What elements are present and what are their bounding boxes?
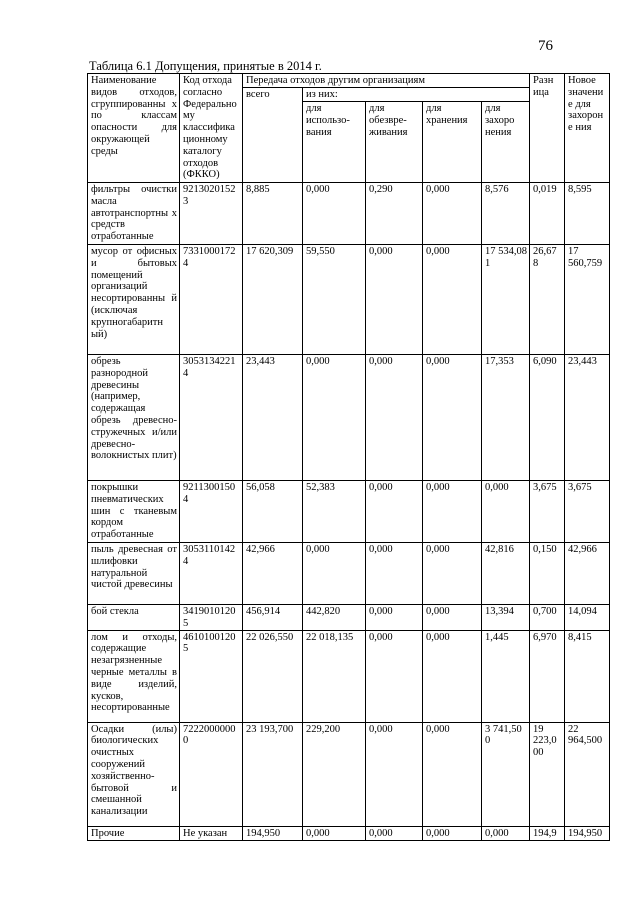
assumptions-table <box>87 73 610 841</box>
header-storage: для хранения <box>423 102 482 183</box>
cell-burial: 0,000 <box>482 826 530 840</box>
cell-code: 3053110142 4 <box>180 543 243 605</box>
cell-total: 194,950 <box>243 826 303 840</box>
cell-neutralize: 0,000 <box>366 481 423 543</box>
cell-use: 52,383 <box>303 481 366 543</box>
cell-use: 0,000 <box>303 355 366 481</box>
header-name: Наименование видов отходов, сгруппированны х по классам опасности для окружающей среды <box>88 74 180 183</box>
cell-neutralize: 0,000 <box>366 543 423 605</box>
cell-storage: 0,000 <box>423 630 482 722</box>
cell-neutralize: 0,000 <box>366 826 423 840</box>
page-number: 76 <box>538 38 553 54</box>
cell-code: 7222000000 0 <box>180 722 243 826</box>
cell-burial: 17,353 <box>482 355 530 481</box>
cell-burial: 13,394 <box>482 605 530 631</box>
cell-burial: 8,576 <box>482 183 530 245</box>
table-row <box>88 543 610 605</box>
cell-neutralize: 0,290 <box>366 183 423 245</box>
cell-new-value: 42,966 <box>565 543 610 605</box>
cell-neutralize: 0,000 <box>366 245 423 355</box>
cell-code: 3419010120 5 <box>180 605 243 631</box>
cell-use: 0,000 <box>303 543 366 605</box>
cell-burial: 1,445 <box>482 630 530 722</box>
cell-name: лом и отходы, содержащие незагрязненные черные металлы в виде изделий, кусков, несортированные <box>88 630 180 722</box>
cell-new-value: 194,950 <box>565 826 610 840</box>
cell-code: 4610100120 5 <box>180 630 243 722</box>
cell-diff: 194,9 <box>530 826 565 840</box>
cell-new-value: 8,415 <box>565 630 610 722</box>
cell-storage: 0,000 <box>423 605 482 631</box>
cell-name: мусор от офисных и бытовых помещений организаций несортированны й (исключая крупногабаритн ый) <box>88 245 180 355</box>
table-row <box>88 826 610 840</box>
cell-storage: 0,000 <box>423 355 482 481</box>
table-row <box>88 481 610 543</box>
header-use: для использо-вания <box>303 102 366 183</box>
cell-burial: 17 534,08 1 <box>482 245 530 355</box>
cell-name: обрезь разнородной древесины (например, содержащая обрезь древесно-стружечных и/или древесно-волокнистых плит) <box>88 355 180 481</box>
cell-storage: 0,000 <box>423 183 482 245</box>
cell-total: 23 193,700 <box>243 722 303 826</box>
header-of-them: из них: <box>303 88 530 102</box>
cell-name: пыль древесная от шлифовки натуральной чистой древесины <box>88 543 180 605</box>
cell-code: 9211300150 4 <box>180 481 243 543</box>
cell-code: 3053134221 4 <box>180 355 243 481</box>
cell-use: 0,000 <box>303 183 366 245</box>
header-code: Код отхода согласно Федерально му классифика ционному каталогу отходов (ФККО) <box>180 74 243 183</box>
cell-new-value: 22 964,500 <box>565 722 610 826</box>
cell-new-value: 23,443 <box>565 355 610 481</box>
cell-burial: 42,816 <box>482 543 530 605</box>
cell-diff: 26,67 8 <box>530 245 565 355</box>
cell-neutralize: 0,000 <box>366 605 423 631</box>
cell-diff: 0,019 <box>530 183 565 245</box>
cell-code: 9213020152 3 <box>180 183 243 245</box>
header-total: всего <box>243 88 303 183</box>
cell-burial: 3 741,50 0 <box>482 722 530 826</box>
cell-storage: 0,000 <box>423 481 482 543</box>
cell-name: бой стекла <box>88 605 180 631</box>
header-neutralize: для обезвре-живания <box>366 102 423 183</box>
cell-diff: 0,150 <box>530 543 565 605</box>
header-burial: для захоро нения <box>482 102 530 183</box>
cell-total: 22 026,550 <box>243 630 303 722</box>
cell-burial: 0,000 <box>482 481 530 543</box>
cell-name: Прочие <box>88 826 180 840</box>
cell-storage: 0,000 <box>423 722 482 826</box>
cell-diff: 6,090 <box>530 355 565 481</box>
table-row <box>88 605 610 631</box>
table-caption: Таблица 6.1 Допущения, принятые в 2014 г. <box>89 59 322 73</box>
header-diff: Разн ица <box>530 74 565 183</box>
cell-use: 22 018,135 <box>303 630 366 722</box>
table-row <box>88 630 610 722</box>
cell-storage: 0,000 <box>423 543 482 605</box>
cell-diff: 6,970 <box>530 630 565 722</box>
cell-neutralize: 0,000 <box>366 355 423 481</box>
cell-name: покрышки пневматических шин с тканевым кордом отработанные <box>88 481 180 543</box>
cell-neutralize: 0,000 <box>366 722 423 826</box>
cell-storage: 0,000 <box>423 826 482 840</box>
cell-new-value: 3,675 <box>565 481 610 543</box>
cell-new-value: 14,094 <box>565 605 610 631</box>
cell-total: 56,058 <box>243 481 303 543</box>
table-row <box>88 355 610 481</box>
cell-new-value: 8,595 <box>565 183 610 245</box>
cell-total: 23,443 <box>243 355 303 481</box>
cell-use: 229,200 <box>303 722 366 826</box>
cell-total: 456,914 <box>243 605 303 631</box>
cell-diff: 19 223,0 00 <box>530 722 565 826</box>
cell-total: 42,966 <box>243 543 303 605</box>
cell-use: 0,000 <box>303 826 366 840</box>
header-transfer: Передача отходов другим организациям <box>243 74 530 88</box>
header-new-value: Новое значение для захороне ния <box>565 74 610 183</box>
table-row <box>88 722 610 826</box>
cell-diff: 0,700 <box>530 605 565 631</box>
cell-use: 59,550 <box>303 245 366 355</box>
cell-storage: 0,000 <box>423 245 482 355</box>
cell-total: 17 620,309 <box>243 245 303 355</box>
cell-code: 7331000172 4 <box>180 245 243 355</box>
cell-name: Осадки (илы) биологических очистных сооружений хозяйственно-бытовой и смешанной канализации <box>88 722 180 826</box>
table-row <box>88 183 610 245</box>
cell-code: Не указан <box>180 826 243 840</box>
cell-name: фильтры очистки масла автотранспортны х средств отработанные <box>88 183 180 245</box>
cell-use: 442,820 <box>303 605 366 631</box>
cell-new-value: 17 560,759 <box>565 245 610 355</box>
table-row <box>88 245 610 355</box>
cell-neutralize: 0,000 <box>366 630 423 722</box>
cell-diff: 3,675 <box>530 481 565 543</box>
cell-total: 8,885 <box>243 183 303 245</box>
